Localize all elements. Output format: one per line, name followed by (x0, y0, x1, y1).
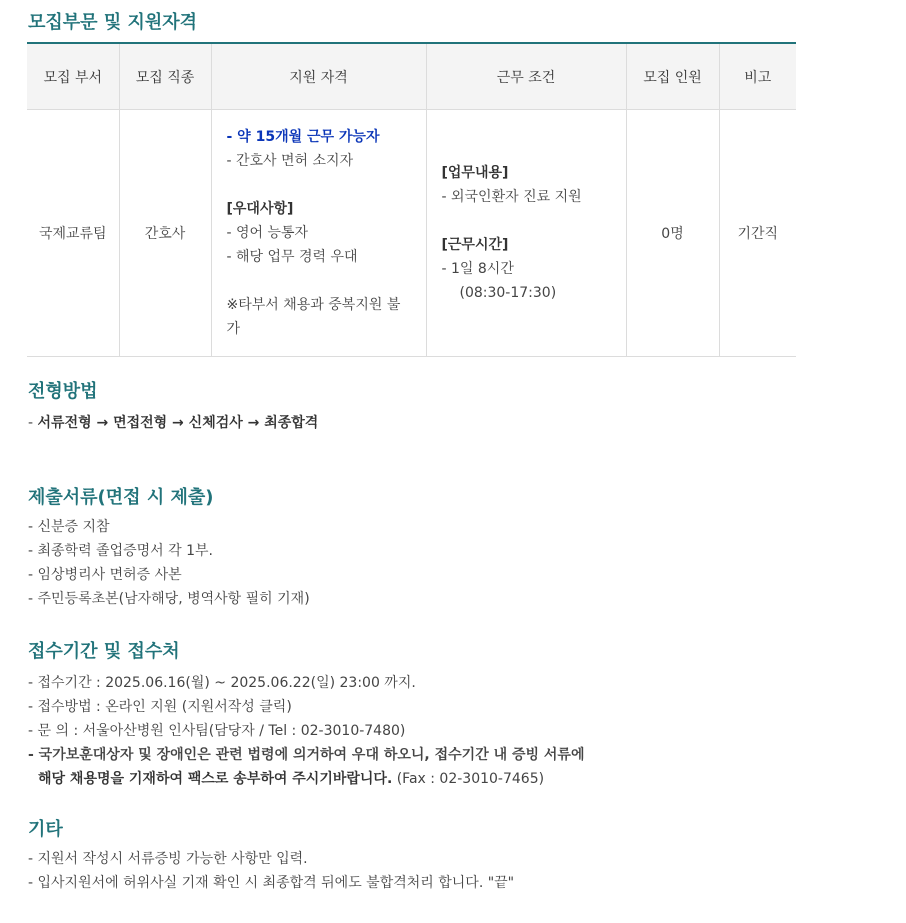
process-list (28, 411, 318, 435)
header-remark: 비고 (719, 43, 796, 110)
pref-line-2: - 해당 업무 경력 우대 (226, 249, 358, 265)
qual-note: ※타부서 채용과 중복지원 불가 (226, 297, 401, 337)
list-item: - 접수기간 : 2025.06.16(월) ~ 2025.06.22(일) 23:00 까지. (28, 675, 416, 691)
cell-count: 0명 (626, 110, 719, 357)
pref-heading: [우대사항] (226, 201, 294, 217)
time-heading: [근무시간] (441, 237, 509, 253)
cell-dept: 국제교류팀 (27, 110, 119, 357)
process-steps: 서류전형 → 면접전형 → 신체검사 → 최종합격 (37, 415, 319, 431)
recruit-table (27, 42, 796, 357)
qual-line-2: - 간호사 면허 소지자 (226, 153, 354, 169)
list-item: - 접수방법 : 온라인 지원 (지원서작성 클릭) (28, 699, 292, 715)
header-qualification: 지원 자격 (211, 43, 426, 110)
list-item: - 신분증 지참 (28, 519, 110, 535)
header-job: 모집 직종 (119, 43, 211, 110)
list-item: - 임상병리사 면허증 사본 (28, 567, 182, 583)
etc-list (28, 847, 514, 895)
header-dept: 모집 부서 (27, 43, 119, 110)
table-row (27, 110, 796, 357)
period-section-title: 접수기간 및 접수처 (28, 641, 180, 662)
table-header-row (27, 43, 796, 110)
list-item: - 문 의 : 서울아산병원 인사팀(담당자 / Tel : 02-3010-7480) (28, 723, 406, 739)
documents-section-title: 제출서류(면접 시 제출) (28, 487, 214, 508)
period-list (28, 671, 584, 791)
cell-remark: 기간직 (719, 110, 796, 357)
time-line-2: (08:30-17:30) (459, 285, 557, 301)
work-heading: [업무내용] (441, 165, 509, 181)
pref-line-1: - 영어 능통자 (226, 225, 309, 241)
cell-job: 간호사 (119, 110, 211, 357)
work-line-1: - 외국인환자 진료 지원 (441, 189, 582, 205)
time-line-1: - 1일 8시간 (441, 261, 514, 277)
header-count: 모집 인원 (626, 43, 719, 110)
cell-conditions (426, 110, 626, 357)
process-dash: - (28, 415, 38, 431)
process-section-title: 전형방법 (28, 381, 98, 402)
cell-qualification (211, 110, 426, 357)
notice-line-1: - 국가보훈대상자 및 장애인은 관련 법령에 의거하여 우대 하오니, 접수기간 내 증빙 서류에 (28, 747, 585, 763)
notice-line-2-bold: 해당 채용명을 기재하여 팩스로 송부하여 주시기바랍니다. (38, 771, 393, 787)
documents-list (28, 515, 310, 611)
header-conditions: 근무 조건 (426, 43, 626, 110)
list-item: - 주민등록초본(남자해당, 병역사항 필히 기재) (28, 591, 310, 607)
list-item: - 지원서 작성시 서류증빙 가능한 사항만 입력. (28, 851, 308, 867)
list-item: - 입사지원서에 허위사실 기재 확인 시 최종합격 뒤에도 불합격처리 합니다. "끝" (28, 875, 515, 891)
etc-section-title: 기타 (28, 819, 63, 840)
notice-line-2 (28, 767, 584, 791)
list-item: - 최종학력 졸업증명서 각 1부. (28, 543, 213, 559)
process-line (28, 411, 318, 435)
notice-fax: (Fax : 02-3010-7465) (392, 771, 545, 787)
qual-line-1: - 약 15개월 근무 가능자 (226, 129, 380, 145)
recruit-section-title: 모집부문 및 지원자격 (28, 12, 198, 33)
